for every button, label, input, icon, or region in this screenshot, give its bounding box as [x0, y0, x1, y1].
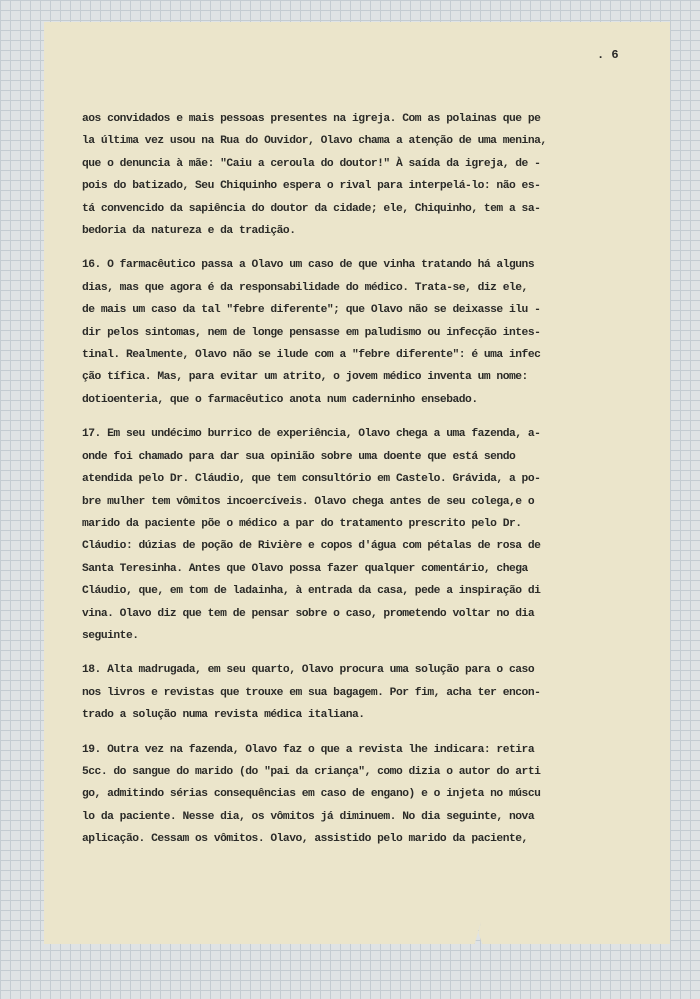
text-line: tinal. Realmente, Olavo não se ilude com a "febre diferente": é uma infec: [82, 349, 541, 362]
text-line: dir pelos sintomas, nem de longe pensasse em paludismo ou infecção intes-: [82, 326, 541, 339]
text-line: que o denuncia à mãe: "Caiu a ceroula do doutor!" À saída da igreja, de -: [82, 157, 541, 170]
text-line: lo da paciente. Nesse dia, os vômitos já diminuem. No dia seguinte, nova: [82, 810, 535, 823]
text-line: Cláudio: dúzias de poção de Rivière e copos d'água com pétalas de rosa de: [82, 540, 541, 553]
text-line: aplicação. Cessam os vômitos. Olavo, assistido pelo marido da paciente,: [82, 833, 528, 846]
paragraph-15-continuation: [82, 108, 642, 242]
paragraph-19: [82, 739, 642, 851]
text-line: Santa Teresinha. Antes que Olavo possa fazer qualquer comentário, chega: [82, 562, 528, 575]
text-line: nos livros e revistas que trouxe em sua bagagem. Por fim, acha ter encon-: [82, 686, 541, 699]
text-line: 18. Alta madrugada, em seu quarto, Olavo procura uma solução para o caso: [82, 664, 535, 677]
document-body: [82, 108, 642, 863]
text-line: la última vez usou na Rua do Ouvidor, Olavo chama a atenção de uma menina,: [82, 135, 547, 148]
text-line: 19. Outra vez na fazenda, Olavo faz o que a revista lhe indicara: retira: [82, 743, 535, 756]
text-line: seguinte.: [82, 629, 139, 642]
text-line: bre mulher tem vômitos incoercíveis. Olavo chega antes de seu colega,e o: [82, 495, 535, 508]
text-line: ção tífica. Mas, para evitar um atrito, o jovem médico inventa um nome:: [82, 371, 528, 384]
text-line: marido da paciente põe o médico a par do tratamento prescrito pelo Dr.: [82, 517, 522, 530]
text-line: dias, mas que agora é da responsabilidade do médico. Trata-se, diz ele,: [82, 281, 528, 294]
text-line: onde foi chamado para dar sua opinião sobre uma doente que está sendo: [82, 450, 516, 463]
text-line: aos convidados e mais pessoas presentes na igreja. Com as polainas que pe: [82, 113, 541, 125]
paragraph-18: [82, 659, 642, 726]
paragraph-17: [82, 423, 642, 647]
text-line: 16. O farmacêutico passa a Olavo um caso de que vinha tratando há alguns: [82, 259, 535, 272]
text-line: Cláudio, que, em tom de ladainha, à entrada da casa, pede a inspiração di: [82, 585, 541, 598]
text-line: 5cc. do sangue do marido (do "pai da criança", como dizia o autor do arti: [82, 765, 541, 778]
text-line: bedoria da natureza e da tradição.: [82, 225, 296, 238]
page-number: . 6: [597, 48, 619, 62]
text-line: atendida pelo Dr. Cláudio, que tem consultório em Castelo. Grávida, a po-: [82, 473, 541, 486]
text-line: pois do batizado, Seu Chiquinho espera o rival para interpelá-lo: não es-: [82, 180, 541, 193]
text-line: tá convencido da sapiência do doutor da cidade; ele, Chiquinho, tem a sa-: [82, 202, 541, 215]
text-line: 17. Em seu undécimo burrico de experiência, Olavo chega a uma fazenda, a-: [82, 428, 541, 441]
text-line: de mais um caso da tal "febre diferente"; que Olavo não se deixasse ilu -: [82, 304, 541, 317]
text-line: dotioenteria, que o farmacêutico anota num caderninho ensebado.: [82, 393, 478, 406]
text-line: trado a solução numa revista médica italiana.: [82, 709, 365, 722]
text-line: vina. Olavo diz que tem de pensar sobre o caso, prometendo voltar no dia: [82, 607, 535, 620]
text-line: go, admitindo sérias consequências em caso de engano) e o injeta no múscu: [82, 788, 541, 801]
paragraph-16: [82, 254, 642, 411]
